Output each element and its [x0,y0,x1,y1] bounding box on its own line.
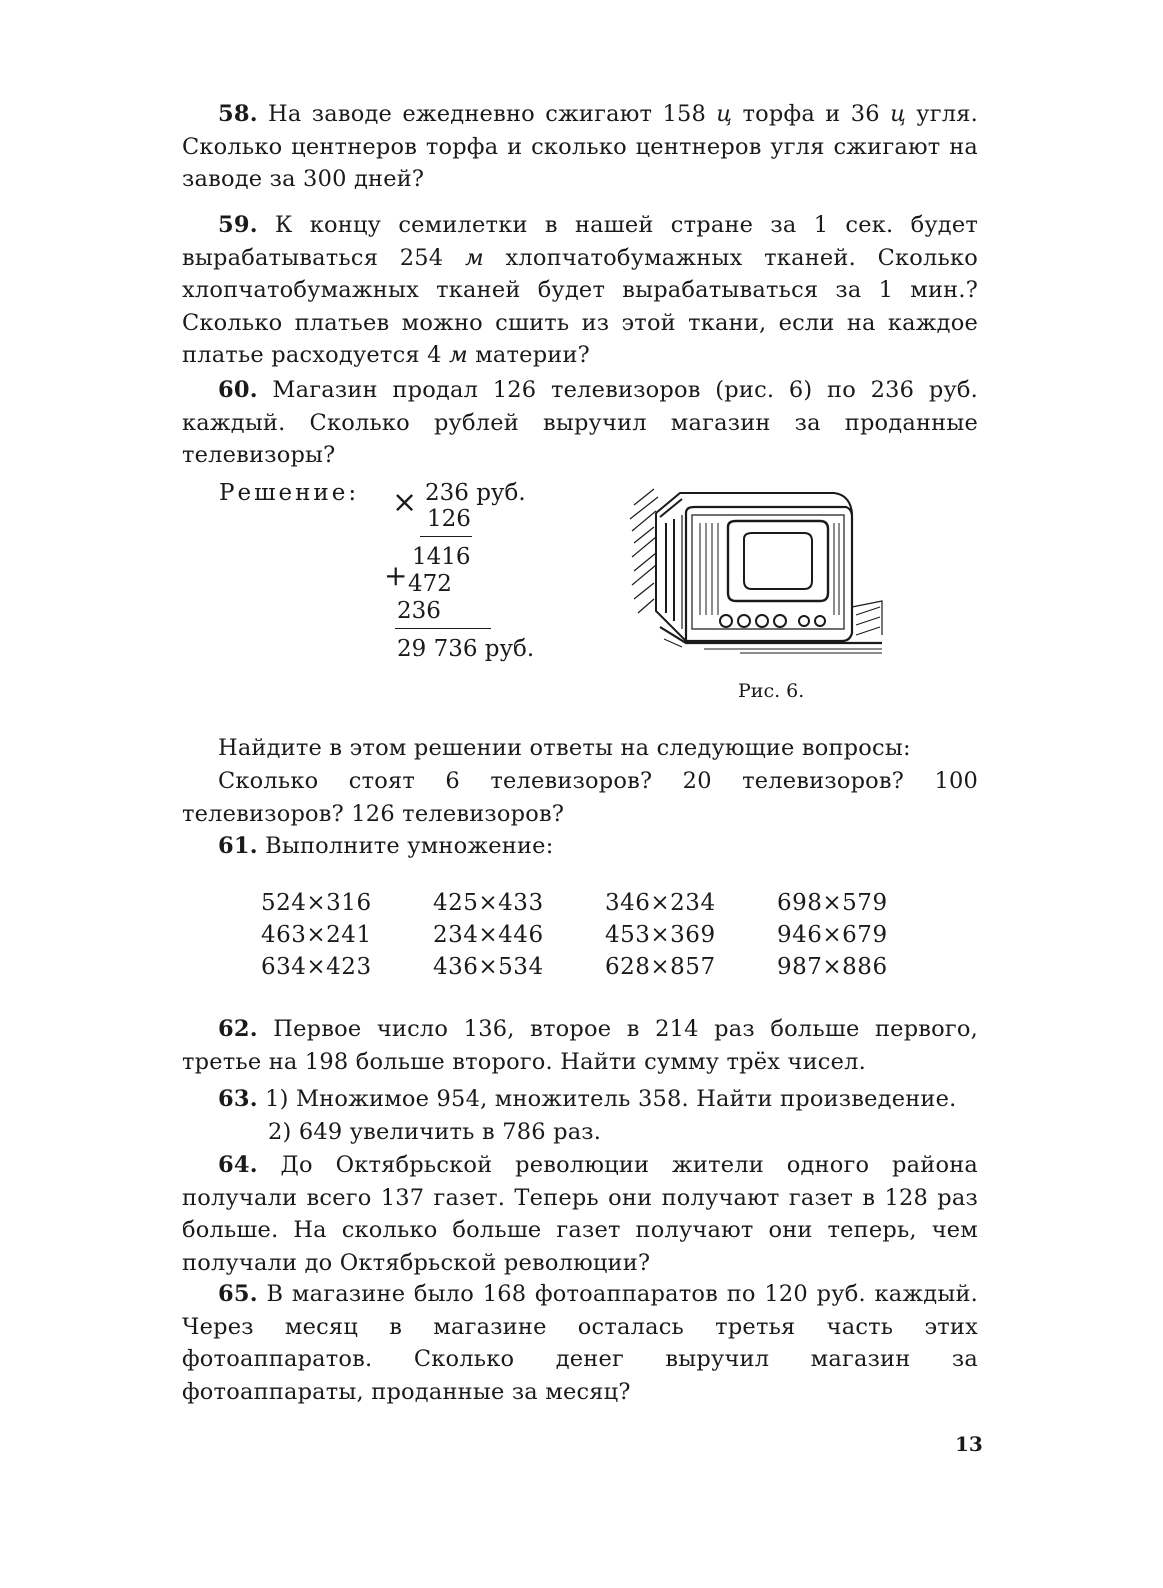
problem-number: 63. [218,1086,258,1112]
partial-product-3: 236 [397,598,441,624]
exercise: 453×369 [605,922,716,948]
plus-sign: + [384,559,408,592]
problem-64 [182,1149,978,1279]
television-illustration [620,475,900,655]
figure-caption: Рис. 6. [738,680,805,702]
problem-text: На заводе ежедневно сжигают 158 [257,101,717,127]
problem-63-part-2 [268,1116,968,1149]
exercise: 463×241 [261,922,372,948]
questions-list [182,765,978,830]
exercise: 425×433 [433,890,544,916]
problem-text: До Октябрьской революции жители одного района получали всего 137 газет. Теперь они получают газет в 128 раз больше. На сколько больше газет получают они теперь, чем получали до Октябрьской революции? [182,1152,978,1276]
questions-line-1: Найдите в этом решении ответы на следующие вопросы: [218,735,911,761]
exercise: 524×316 [261,890,372,916]
calc-rule [395,628,491,629]
problem-59 [182,209,978,372]
exercise: 634×423 [261,954,372,980]
exercise: 346×234 [605,890,716,916]
problem-text: Первое число 136, второе в 214 раз больше первого, третье на 198 больше второго. Найти сумму трёх чисел. [182,1016,978,1075]
exercise: 234×446 [433,922,544,948]
problem-text: 1) Множимое 954, множитель 358. Найти произведение. [257,1086,957,1112]
calc-rule [420,536,472,537]
problem-text: 2) 649 увеличить в 786 раз. [268,1119,602,1145]
problem-number: 59. [218,212,258,238]
problem-65 [182,1278,978,1408]
problem-number: 62. [218,1016,258,1042]
multiplicand: 236 руб. [425,480,526,506]
unit-centner: ц [890,101,906,127]
questions-intro [182,732,978,765]
exercise: 946×679 [777,922,888,948]
problem-text: торфа и 36 [732,101,891,127]
problem-text: В магазине было 168 фотоаппаратов по 120 руб. каждый. Через месяц в магазине осталась третья часть этих фотоаппаратов. Сколько денег выручил магазин за фотоаппараты, проданные за месяц? [182,1281,978,1405]
problem-number: 60. [218,377,258,403]
solution-label: Решение: [219,480,360,506]
page-number: 13 [955,1432,983,1456]
problem-text: Выполните умножение: [257,833,554,859]
multiplier: 126 [427,506,471,532]
problem-number: 58. [218,101,258,127]
problem-62 [182,1013,978,1078]
partial-product-1: 1416 [412,544,471,570]
unit-meter: м [464,244,484,271]
problem-63 [182,1083,978,1116]
unit-meter: м [449,342,468,368]
exercise: 628×857 [605,954,716,980]
problem-58 [182,98,978,196]
partial-product-2: 472 [408,571,452,597]
exercise: 436×534 [433,954,544,980]
multiplication-exercises [261,890,949,986]
problem-60 [182,374,978,472]
exercise: 698×579 [777,890,888,916]
exercise: 987×886 [777,954,888,980]
problem-number: 64. [218,1152,258,1178]
times-sign: × [392,485,418,520]
problem-text: угля. Сколько центнеров торфа и сколько центнеров угля сжигают на заводе за 300 дней? [182,101,978,192]
product-result: 29 736 руб. [397,636,535,662]
questions-line-2: Сколько стоят 6 телевизоров? 20 телевизоров? 100 телевизоров? 126 телевизоров? [182,768,978,827]
problem-text: К концу семилетки в нашей стране за 1 сек. будет вырабатываться 254 [182,212,978,271]
problem-text: Магазин продал 126 телевизоров (рис. 6) по 236 руб. каждый. Сколько рублей выручил магазин за проданные телевизоры? [182,377,978,468]
unit-centner: ц [716,101,733,127]
problem-61 [182,830,978,863]
problem-number: 61. [218,833,258,859]
problem-number: 65. [218,1281,258,1307]
problem-text: хлопчатобумажных тканей. Сколько хлопчатобумажных тканей будет вырабатываться за 1 мин.? Сколько платьев можно сшить из этой ткани, если на каждое платье расходуется 4 [182,244,978,368]
problem-text: материи? [467,342,590,368]
